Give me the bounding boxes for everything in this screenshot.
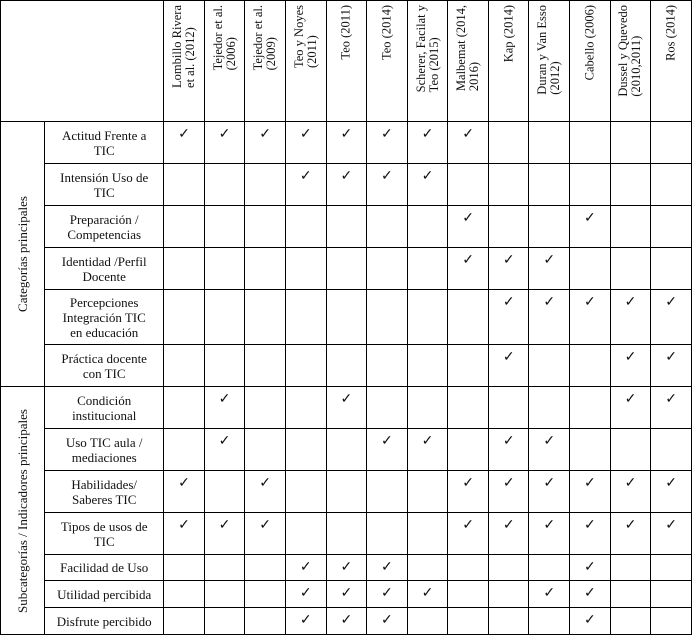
check-cell bbox=[570, 471, 611, 513]
column-header-label: Tejedor et al. (2009) bbox=[251, 5, 279, 71]
check-mark-icon: ✓ bbox=[543, 295, 556, 310]
empty-cell bbox=[407, 608, 448, 635]
row-label: Actitud Frente a TIC bbox=[45, 122, 164, 164]
column-header bbox=[245, 1, 286, 122]
empty-cell bbox=[204, 206, 245, 248]
empty-cell bbox=[407, 290, 448, 345]
check-mark-icon: ✓ bbox=[584, 613, 596, 628]
check-cell bbox=[570, 581, 611, 608]
empty-cell bbox=[164, 608, 205, 635]
table-row bbox=[1, 164, 692, 206]
empty-cell bbox=[488, 387, 529, 429]
empty-cell bbox=[610, 248, 651, 290]
check-cell bbox=[529, 513, 570, 555]
check-mark-icon: ✓ bbox=[543, 253, 556, 268]
empty-cell bbox=[529, 555, 570, 581]
check-mark-icon: ✓ bbox=[462, 127, 474, 142]
check-cell bbox=[488, 345, 529, 387]
header-row bbox=[1, 1, 692, 122]
check-cell bbox=[610, 345, 651, 387]
corner-cell bbox=[1, 1, 164, 122]
empty-cell bbox=[245, 581, 286, 608]
check-cell bbox=[367, 429, 408, 471]
empty-cell bbox=[651, 581, 692, 608]
check-cell bbox=[245, 471, 286, 513]
table-row bbox=[1, 608, 692, 635]
check-mark-icon: ✓ bbox=[218, 127, 231, 142]
check-cell bbox=[529, 429, 570, 471]
check-cell bbox=[488, 471, 529, 513]
empty-cell bbox=[448, 164, 489, 206]
empty-cell bbox=[367, 290, 408, 345]
check-cell bbox=[204, 122, 245, 164]
group-header-cell bbox=[1, 387, 45, 635]
table-row bbox=[1, 387, 692, 429]
empty-cell bbox=[610, 164, 651, 206]
check-cell bbox=[367, 555, 408, 581]
check-mark-icon: ✓ bbox=[665, 476, 677, 491]
check-cell bbox=[529, 248, 570, 290]
column-header bbox=[488, 1, 529, 122]
empty-cell bbox=[610, 581, 651, 608]
column-header-label: Teo (2011) bbox=[338, 5, 353, 60]
row-label: Condición institucional bbox=[45, 387, 164, 429]
empty-cell bbox=[529, 608, 570, 635]
check-cell bbox=[164, 122, 205, 164]
check-mark-icon: ✓ bbox=[462, 476, 474, 491]
check-cell bbox=[651, 345, 692, 387]
row-label: Intensión Uso de TIC bbox=[45, 164, 164, 206]
check-mark-icon: ✓ bbox=[624, 350, 637, 365]
check-mark-icon: ✓ bbox=[381, 127, 393, 142]
empty-cell bbox=[285, 387, 326, 429]
check-cell bbox=[448, 206, 489, 248]
check-cell bbox=[285, 164, 326, 206]
row-label: Práctica docente con TIC bbox=[45, 345, 164, 387]
check-cell bbox=[407, 164, 448, 206]
empty-cell bbox=[610, 429, 651, 471]
column-header bbox=[326, 1, 367, 122]
check-cell bbox=[407, 122, 448, 164]
empty-cell bbox=[245, 429, 286, 471]
check-cell bbox=[570, 513, 611, 555]
check-cell bbox=[448, 513, 489, 555]
check-cell bbox=[448, 122, 489, 164]
empty-cell bbox=[529, 387, 570, 429]
check-mark-icon: ✓ bbox=[178, 476, 190, 491]
table-row bbox=[1, 513, 692, 555]
row-label: Identidad /Perfil Docente bbox=[45, 248, 164, 290]
column-header bbox=[570, 1, 611, 122]
check-mark-icon: ✓ bbox=[340, 586, 353, 601]
empty-cell bbox=[407, 206, 448, 248]
check-cell bbox=[570, 608, 611, 635]
check-mark-icon: ✓ bbox=[259, 127, 271, 142]
column-header-label: Duran y Van Esso (2012) bbox=[535, 5, 563, 95]
check-mark-icon: ✓ bbox=[421, 169, 434, 184]
check-cell bbox=[204, 387, 245, 429]
check-mark-icon: ✓ bbox=[462, 253, 474, 268]
row-label: Uso TIC aula / mediaciones bbox=[45, 429, 164, 471]
row-label: Utilidad percibida bbox=[45, 581, 164, 608]
empty-cell bbox=[610, 608, 651, 635]
empty-cell bbox=[164, 555, 205, 581]
check-cell bbox=[326, 122, 367, 164]
check-cell bbox=[651, 290, 692, 345]
check-cell bbox=[651, 513, 692, 555]
check-cell bbox=[407, 429, 448, 471]
empty-cell bbox=[245, 555, 286, 581]
empty-cell bbox=[204, 608, 245, 635]
check-mark-icon: ✓ bbox=[340, 127, 353, 142]
empty-cell bbox=[570, 164, 611, 206]
check-mark-icon: ✓ bbox=[624, 476, 637, 491]
empty-cell bbox=[651, 206, 692, 248]
empty-cell bbox=[529, 206, 570, 248]
check-cell bbox=[610, 471, 651, 513]
column-header bbox=[529, 1, 570, 122]
check-mark-icon: ✓ bbox=[665, 350, 677, 365]
empty-cell bbox=[326, 429, 367, 471]
table-row bbox=[1, 471, 692, 513]
table-row bbox=[1, 122, 692, 164]
check-cell bbox=[326, 164, 367, 206]
check-mark-icon: ✓ bbox=[381, 560, 393, 575]
empty-cell bbox=[164, 290, 205, 345]
check-cell bbox=[285, 608, 326, 635]
check-cell bbox=[610, 513, 651, 555]
check-mark-icon: ✓ bbox=[299, 169, 312, 184]
check-cell bbox=[164, 471, 205, 513]
group-label: Categorías principales bbox=[14, 196, 30, 312]
empty-cell bbox=[570, 345, 611, 387]
check-mark-icon: ✓ bbox=[543, 476, 556, 491]
check-cell bbox=[204, 429, 245, 471]
empty-cell bbox=[488, 206, 529, 248]
check-mark-icon: ✓ bbox=[665, 295, 677, 310]
column-header bbox=[448, 1, 489, 122]
check-cell bbox=[570, 555, 611, 581]
row-label: Preparación / Competencias bbox=[45, 206, 164, 248]
column-header-label: Kap (2014) bbox=[501, 5, 516, 63]
column-header-label: Dussel y Quevedo (2010,2011) bbox=[616, 5, 644, 97]
empty-cell bbox=[488, 581, 529, 608]
check-mark-icon: ✓ bbox=[299, 560, 312, 575]
check-cell bbox=[488, 290, 529, 345]
check-cell bbox=[488, 248, 529, 290]
check-mark-icon: ✓ bbox=[381, 434, 393, 449]
empty-cell bbox=[285, 429, 326, 471]
table-row bbox=[1, 581, 692, 608]
empty-cell bbox=[529, 164, 570, 206]
group-label: Subcategorías / Indicadores principales bbox=[14, 408, 30, 613]
empty-cell bbox=[245, 345, 286, 387]
empty-cell bbox=[367, 387, 408, 429]
empty-cell bbox=[285, 345, 326, 387]
check-cell bbox=[245, 122, 286, 164]
empty-cell bbox=[204, 290, 245, 345]
empty-cell bbox=[448, 290, 489, 345]
empty-cell bbox=[285, 471, 326, 513]
empty-cell bbox=[651, 429, 692, 471]
empty-cell bbox=[204, 248, 245, 290]
check-cell bbox=[651, 471, 692, 513]
row-label: Habilidades/ Saberes TIC bbox=[45, 471, 164, 513]
empty-cell bbox=[326, 206, 367, 248]
check-mark-icon: ✓ bbox=[584, 518, 596, 533]
column-header bbox=[651, 1, 692, 122]
check-cell bbox=[367, 608, 408, 635]
check-mark-icon: ✓ bbox=[502, 434, 515, 449]
empty-cell bbox=[448, 387, 489, 429]
check-mark-icon: ✓ bbox=[624, 295, 637, 310]
check-mark-icon: ✓ bbox=[543, 434, 556, 449]
row-label: Facilidad de Uso bbox=[45, 555, 164, 581]
check-mark-icon: ✓ bbox=[218, 518, 231, 533]
check-mark-icon: ✓ bbox=[624, 392, 637, 407]
check-mark-icon: ✓ bbox=[584, 476, 596, 491]
check-mark-icon: ✓ bbox=[665, 392, 677, 407]
empty-cell bbox=[610, 206, 651, 248]
check-cell bbox=[448, 471, 489, 513]
check-cell bbox=[285, 555, 326, 581]
check-mark-icon: ✓ bbox=[502, 518, 515, 533]
check-mark-icon: ✓ bbox=[421, 127, 434, 142]
empty-cell bbox=[245, 164, 286, 206]
check-mark-icon: ✓ bbox=[259, 476, 271, 491]
check-mark-icon: ✓ bbox=[299, 613, 312, 628]
table-row bbox=[1, 290, 692, 345]
check-mark-icon: ✓ bbox=[584, 211, 596, 226]
empty-cell bbox=[326, 345, 367, 387]
check-mark-icon: ✓ bbox=[502, 350, 515, 365]
empty-cell bbox=[407, 248, 448, 290]
empty-cell bbox=[326, 248, 367, 290]
check-mark-icon: ✓ bbox=[381, 613, 393, 628]
empty-cell bbox=[570, 429, 611, 471]
empty-cell bbox=[651, 248, 692, 290]
check-mark-icon: ✓ bbox=[584, 586, 596, 601]
empty-cell bbox=[651, 608, 692, 635]
check-mark-icon: ✓ bbox=[502, 295, 515, 310]
table-row bbox=[1, 206, 692, 248]
check-mark-icon: ✓ bbox=[543, 518, 556, 533]
empty-cell bbox=[285, 513, 326, 555]
empty-cell bbox=[529, 345, 570, 387]
column-header bbox=[164, 1, 205, 122]
check-cell bbox=[488, 513, 529, 555]
column-header-label: Cabello (2006) bbox=[582, 5, 597, 81]
check-cell bbox=[610, 387, 651, 429]
empty-cell bbox=[407, 345, 448, 387]
check-cell bbox=[651, 387, 692, 429]
empty-cell bbox=[164, 345, 205, 387]
check-mark-icon: ✓ bbox=[543, 586, 556, 601]
column-header bbox=[367, 1, 408, 122]
empty-cell bbox=[651, 122, 692, 164]
empty-cell bbox=[488, 122, 529, 164]
empty-cell bbox=[164, 206, 205, 248]
check-cell bbox=[204, 513, 245, 555]
empty-cell bbox=[367, 345, 408, 387]
check-mark-icon: ✓ bbox=[178, 518, 190, 533]
check-mark-icon: ✓ bbox=[421, 434, 434, 449]
check-mark-icon: ✓ bbox=[462, 211, 474, 226]
check-mark-icon: ✓ bbox=[259, 518, 271, 533]
check-mark-icon: ✓ bbox=[381, 586, 393, 601]
check-mark-icon: ✓ bbox=[178, 127, 190, 142]
empty-cell bbox=[285, 248, 326, 290]
empty-cell bbox=[164, 429, 205, 471]
check-cell bbox=[367, 581, 408, 608]
check-cell bbox=[529, 290, 570, 345]
check-mark-icon: ✓ bbox=[381, 169, 393, 184]
empty-cell bbox=[204, 164, 245, 206]
empty-cell bbox=[529, 122, 570, 164]
check-cell bbox=[448, 248, 489, 290]
empty-cell bbox=[164, 387, 205, 429]
empty-cell bbox=[448, 429, 489, 471]
empty-cell bbox=[651, 555, 692, 581]
check-mark-icon: ✓ bbox=[218, 434, 231, 449]
row-label: Percepciones Integración TIC en educación bbox=[45, 290, 164, 345]
check-cell bbox=[367, 164, 408, 206]
check-mark-icon: ✓ bbox=[340, 613, 353, 628]
empty-cell bbox=[570, 387, 611, 429]
empty-cell bbox=[407, 387, 448, 429]
empty-cell bbox=[204, 581, 245, 608]
empty-cell bbox=[245, 248, 286, 290]
check-cell bbox=[610, 290, 651, 345]
check-mark-icon: ✓ bbox=[502, 476, 515, 491]
empty-cell bbox=[448, 581, 489, 608]
empty-cell bbox=[448, 555, 489, 581]
empty-cell bbox=[285, 290, 326, 345]
empty-cell bbox=[570, 248, 611, 290]
empty-cell bbox=[407, 555, 448, 581]
empty-cell bbox=[570, 122, 611, 164]
check-cell bbox=[326, 387, 367, 429]
check-cell bbox=[245, 513, 286, 555]
column-header-label: Malbemat (2014, 2016) bbox=[454, 5, 482, 92]
empty-cell bbox=[367, 206, 408, 248]
column-header bbox=[204, 1, 245, 122]
empty-cell bbox=[204, 345, 245, 387]
check-mark-icon: ✓ bbox=[462, 518, 474, 533]
empty-cell bbox=[367, 471, 408, 513]
empty-cell bbox=[488, 164, 529, 206]
check-cell bbox=[488, 429, 529, 471]
check-cell bbox=[367, 122, 408, 164]
column-header-label: Tejedor et al. (2006) bbox=[210, 5, 238, 71]
empty-cell bbox=[204, 555, 245, 581]
empty-cell bbox=[245, 290, 286, 345]
check-mark-icon: ✓ bbox=[421, 586, 434, 601]
empty-cell bbox=[326, 513, 367, 555]
column-header-label: Scherer, Facilat y Teo (2015) bbox=[413, 5, 441, 93]
empty-cell bbox=[488, 555, 529, 581]
row-label: Tipos de usos de TIC bbox=[45, 513, 164, 555]
empty-cell bbox=[610, 122, 651, 164]
check-cell bbox=[326, 555, 367, 581]
table-row bbox=[1, 429, 692, 471]
check-mark-icon: ✓ bbox=[584, 560, 596, 575]
check-mark-icon: ✓ bbox=[584, 295, 596, 310]
column-header-label: Ros (2014) bbox=[663, 5, 678, 61]
check-cell bbox=[164, 513, 205, 555]
check-cell bbox=[407, 581, 448, 608]
empty-cell bbox=[204, 471, 245, 513]
column-header-label: Lombillo Rivera et al. (2012) bbox=[169, 5, 197, 88]
empty-cell bbox=[448, 608, 489, 635]
empty-cell bbox=[164, 248, 205, 290]
check-mark-icon: ✓ bbox=[624, 518, 637, 533]
column-header-label: Teo (2014) bbox=[379, 5, 394, 61]
check-cell bbox=[529, 581, 570, 608]
check-cell bbox=[326, 581, 367, 608]
group-header-cell bbox=[1, 122, 45, 387]
empty-cell bbox=[326, 290, 367, 345]
empty-cell bbox=[245, 387, 286, 429]
empty-cell bbox=[407, 471, 448, 513]
check-mark-icon: ✓ bbox=[340, 560, 353, 575]
empty-cell bbox=[407, 513, 448, 555]
empty-cell bbox=[326, 471, 367, 513]
check-cell bbox=[529, 471, 570, 513]
empty-cell bbox=[367, 248, 408, 290]
check-mark-icon: ✓ bbox=[299, 127, 312, 142]
check-mark-icon: ✓ bbox=[340, 392, 353, 407]
table-row bbox=[1, 555, 692, 581]
check-cell bbox=[326, 608, 367, 635]
check-mark-icon: ✓ bbox=[340, 169, 353, 184]
check-mark-icon: ✓ bbox=[502, 253, 515, 268]
empty-cell bbox=[651, 164, 692, 206]
empty-cell bbox=[164, 164, 205, 206]
check-cell bbox=[285, 122, 326, 164]
empty-cell bbox=[285, 206, 326, 248]
row-label: Disfrute percibido bbox=[45, 608, 164, 635]
empty-cell bbox=[610, 555, 651, 581]
check-mark-icon: ✓ bbox=[665, 518, 677, 533]
column-header bbox=[285, 1, 326, 122]
empty-cell bbox=[245, 608, 286, 635]
check-cell bbox=[285, 581, 326, 608]
empty-cell bbox=[488, 608, 529, 635]
check-cell bbox=[570, 290, 611, 345]
column-header-label: Teo y Noyes (2011) bbox=[291, 5, 319, 69]
check-mark-icon: ✓ bbox=[299, 586, 312, 601]
check-mark-icon: ✓ bbox=[218, 392, 231, 407]
empty-cell bbox=[448, 345, 489, 387]
check-cell bbox=[570, 206, 611, 248]
column-header bbox=[407, 1, 448, 122]
table-row bbox=[1, 248, 692, 290]
empty-cell bbox=[245, 206, 286, 248]
empty-cell bbox=[164, 581, 205, 608]
column-header bbox=[610, 1, 651, 122]
empty-cell bbox=[367, 513, 408, 555]
table-row bbox=[1, 345, 692, 387]
